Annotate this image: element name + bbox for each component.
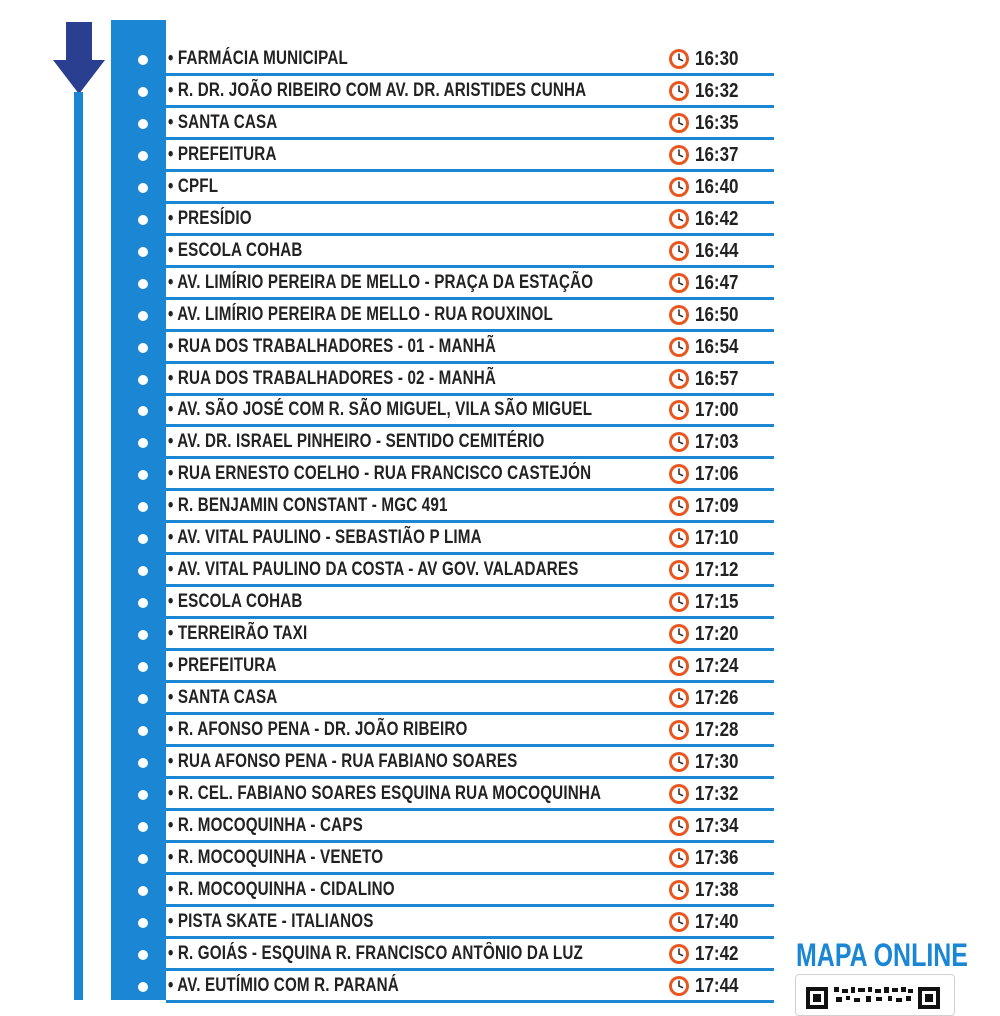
stop-name: • AV. DR. ISRAEL PINHEIRO - SENTIDO CEMITÉRIO xyxy=(168,431,545,452)
stop-name: • R. DR. JOÃO RIBEIRO COM AV. DR. ARISTIDES CUNHA xyxy=(168,80,587,101)
clock-icon xyxy=(668,399,690,421)
stop-time: 17:32 xyxy=(695,783,739,805)
stop-time: 16:30 xyxy=(695,48,739,70)
stop-time: 16:35 xyxy=(695,112,739,134)
clock-icon xyxy=(668,144,690,166)
stop-dot xyxy=(138,950,148,960)
stop-dot xyxy=(138,183,148,193)
stop-name: • R. MOCOQUINHA - CIDALINO xyxy=(168,879,395,900)
stop-name: • PREFEITURA xyxy=(168,655,277,676)
stop-time: 17:15 xyxy=(695,591,739,613)
stop-name: • R. CEL. FABIANO SOARES ESQUINA RUA MOCOQUINHA xyxy=(168,783,602,804)
stop-time: 16:47 xyxy=(695,272,739,294)
stop-row xyxy=(166,333,774,364)
stop-dot xyxy=(138,279,148,289)
clock-icon xyxy=(668,208,690,230)
stop-time: 16:44 xyxy=(695,240,739,262)
stop-row xyxy=(166,620,774,651)
stop-time: 17:36 xyxy=(695,847,739,869)
stop-name: • ESCOLA COHAB xyxy=(168,240,303,261)
clock-icon xyxy=(668,431,690,453)
stop-dot xyxy=(138,534,148,544)
clock-icon xyxy=(668,655,690,677)
stop-row xyxy=(166,876,774,907)
clock-icon xyxy=(668,336,690,358)
stop-dot xyxy=(138,215,148,225)
stop-row xyxy=(166,269,774,300)
stop-dot xyxy=(138,726,148,736)
stop-time: 16:54 xyxy=(695,336,739,358)
stop-row xyxy=(166,301,774,332)
clock-icon xyxy=(668,368,690,390)
stop-dot xyxy=(138,247,148,257)
stop-row xyxy=(166,652,774,683)
stop-dot xyxy=(138,311,148,321)
stop-time: 17:10 xyxy=(695,527,739,549)
clock-icon xyxy=(668,48,690,70)
stop-dot xyxy=(138,119,148,129)
stop-name: • SANTA CASA xyxy=(168,687,278,708)
stop-dot xyxy=(138,598,148,608)
clock-icon xyxy=(668,751,690,773)
stop-dot xyxy=(138,406,148,416)
stop-dot xyxy=(138,662,148,672)
stop-dot xyxy=(138,694,148,704)
stop-dot xyxy=(138,630,148,640)
map-title: MAPA ONLINE xyxy=(796,937,968,973)
stop-row xyxy=(166,492,774,523)
clock-icon xyxy=(668,847,690,869)
clock-icon xyxy=(668,879,690,901)
clock-icon xyxy=(668,559,690,581)
clock-icon xyxy=(668,304,690,326)
stop-time: 17:44 xyxy=(695,975,739,997)
stop-time: 16:42 xyxy=(695,208,739,230)
route-line xyxy=(74,92,83,1000)
stop-name: • R. GOIÁS - ESQUINA R. FRANCISCO ANTÔNIO DA LUZ xyxy=(168,943,583,964)
clock-icon xyxy=(668,911,690,933)
stop-time: 17:03 xyxy=(695,431,739,453)
stop-row xyxy=(166,812,774,843)
clock-icon xyxy=(668,719,690,741)
stop-row xyxy=(166,45,774,76)
stop-name: • RUA AFONSO PENA - RUA FABIANO SOARES xyxy=(168,751,518,772)
stop-time: 17:42 xyxy=(695,943,739,965)
stop-name: • ESCOLA COHAB xyxy=(168,591,303,612)
stop-dot xyxy=(138,502,148,512)
stop-time: 17:09 xyxy=(695,495,739,517)
stop-dot xyxy=(138,470,148,480)
stop-dot xyxy=(138,758,148,768)
stop-row xyxy=(166,588,774,619)
stop-name: • R. BENJAMIN CONSTANT - MGC 491 xyxy=(168,495,448,516)
stop-time: 16:32 xyxy=(695,80,739,102)
stop-row xyxy=(166,748,774,779)
stop-row xyxy=(166,428,774,459)
clock-icon xyxy=(668,623,690,645)
stop-dot xyxy=(138,854,148,864)
stop-name: • AV. LIMÍRIO PEREIRA DE MELLO - RUA ROUXINOL xyxy=(168,304,553,325)
stop-name: • RUA DOS TRABALHADORES - 02 - MANHÃ xyxy=(168,368,497,389)
clock-icon xyxy=(668,176,690,198)
stop-name: • CPFL xyxy=(168,176,219,197)
stop-row xyxy=(166,844,774,875)
stop-row xyxy=(166,684,774,715)
clock-icon xyxy=(668,527,690,549)
stop-time: 16:40 xyxy=(695,176,739,198)
stop-row xyxy=(166,173,774,204)
stop-name: • AV. VITAL PAULINO - SEBASTIÃO P LIMA xyxy=(168,527,482,548)
stop-name: • FARMÁCIA MUNICIPAL xyxy=(168,48,348,69)
stop-time: 17:28 xyxy=(695,719,739,741)
stop-dot xyxy=(138,55,148,65)
stop-dot xyxy=(138,886,148,896)
clock-icon xyxy=(668,687,690,709)
stop-dot xyxy=(138,375,148,385)
stop-dot xyxy=(138,151,148,161)
stop-name: • R. MOCOQUINHA - CAPS xyxy=(168,815,363,836)
stop-time: 17:40 xyxy=(695,911,739,933)
stop-time: 16:37 xyxy=(695,144,739,166)
stop-time: 17:24 xyxy=(695,655,739,677)
stop-row xyxy=(166,77,774,108)
arrow-down-icon xyxy=(53,22,105,94)
stop-time: 17:00 xyxy=(695,399,739,421)
stop-name: • AV. SÃO JOSÉ COM R. SÃO MIGUEL, VILA SÃO MIGUEL xyxy=(168,399,593,420)
clock-icon xyxy=(668,240,690,262)
stop-time: 17:26 xyxy=(695,687,739,709)
clock-icon xyxy=(668,943,690,965)
stop-dot xyxy=(138,438,148,448)
stop-row xyxy=(166,972,774,1003)
stop-time: 17:30 xyxy=(695,751,739,773)
stop-row xyxy=(166,940,774,971)
stop-row xyxy=(166,396,774,427)
stop-name: • R. AFONSO PENA - DR. JOÃO RIBEIRO xyxy=(168,719,468,740)
stop-row xyxy=(166,109,774,140)
stop-row xyxy=(166,524,774,555)
stop-name: • RUA DOS TRABALHADORES - 01 - MANHÃ xyxy=(168,336,497,357)
stop-dot xyxy=(138,822,148,832)
stop-name: • AV. EUTÍMIO COM R. PARANÁ xyxy=(168,975,399,996)
stop-row xyxy=(166,141,774,172)
stop-name: • AV. VITAL PAULINO DA COSTA - AV GOV. VALADARES xyxy=(168,559,579,580)
clock-icon xyxy=(668,783,690,805)
stop-row xyxy=(166,205,774,236)
clock-icon xyxy=(668,975,690,997)
clock-icon xyxy=(668,272,690,294)
stop-name: • R. MOCOQUINHA - VENETO xyxy=(168,847,384,868)
stop-dot xyxy=(138,918,148,928)
stop-row xyxy=(166,460,774,491)
stop-row xyxy=(166,365,774,396)
stop-name: • RUA ERNESTO COELHO - RUA FRANCISCO CASTEJÓN xyxy=(168,463,592,484)
stop-time: 17:06 xyxy=(695,463,739,485)
clock-icon xyxy=(668,80,690,102)
stop-name: • SANTA CASA xyxy=(168,112,278,133)
stop-dot xyxy=(138,87,148,97)
qr-code-icon[interactable] xyxy=(795,974,955,1016)
stop-row xyxy=(166,556,774,587)
stop-name: • PREFEITURA xyxy=(168,144,277,165)
stop-dot xyxy=(138,790,148,800)
stop-time: 17:20 xyxy=(695,623,739,645)
clock-icon xyxy=(668,495,690,517)
stop-name: • PRESÍDIO xyxy=(168,208,252,229)
clock-icon xyxy=(668,112,690,134)
stop-time: 16:50 xyxy=(695,304,739,326)
clock-icon xyxy=(668,815,690,837)
stop-dot xyxy=(138,566,148,576)
stop-dot xyxy=(138,343,148,353)
stop-name: • TERREIRÃO TAXI xyxy=(168,623,308,644)
clock-icon xyxy=(668,591,690,613)
stop-row xyxy=(166,780,774,811)
stop-row xyxy=(166,716,774,747)
stop-time: 17:38 xyxy=(695,879,739,901)
stop-row xyxy=(166,908,774,939)
stop-row xyxy=(166,237,774,268)
stop-time: 17:34 xyxy=(695,815,739,837)
clock-icon xyxy=(668,463,690,485)
stop-name: • PISTA SKATE - ITALIANOS xyxy=(168,911,374,932)
stop-name: • AV. LIMÍRIO PEREIRA DE MELLO - PRAÇA DA ESTAÇÃO xyxy=(168,272,594,293)
stop-dot xyxy=(138,982,148,992)
stop-time: 16:57 xyxy=(695,368,739,390)
stop-time: 17:12 xyxy=(695,559,739,581)
